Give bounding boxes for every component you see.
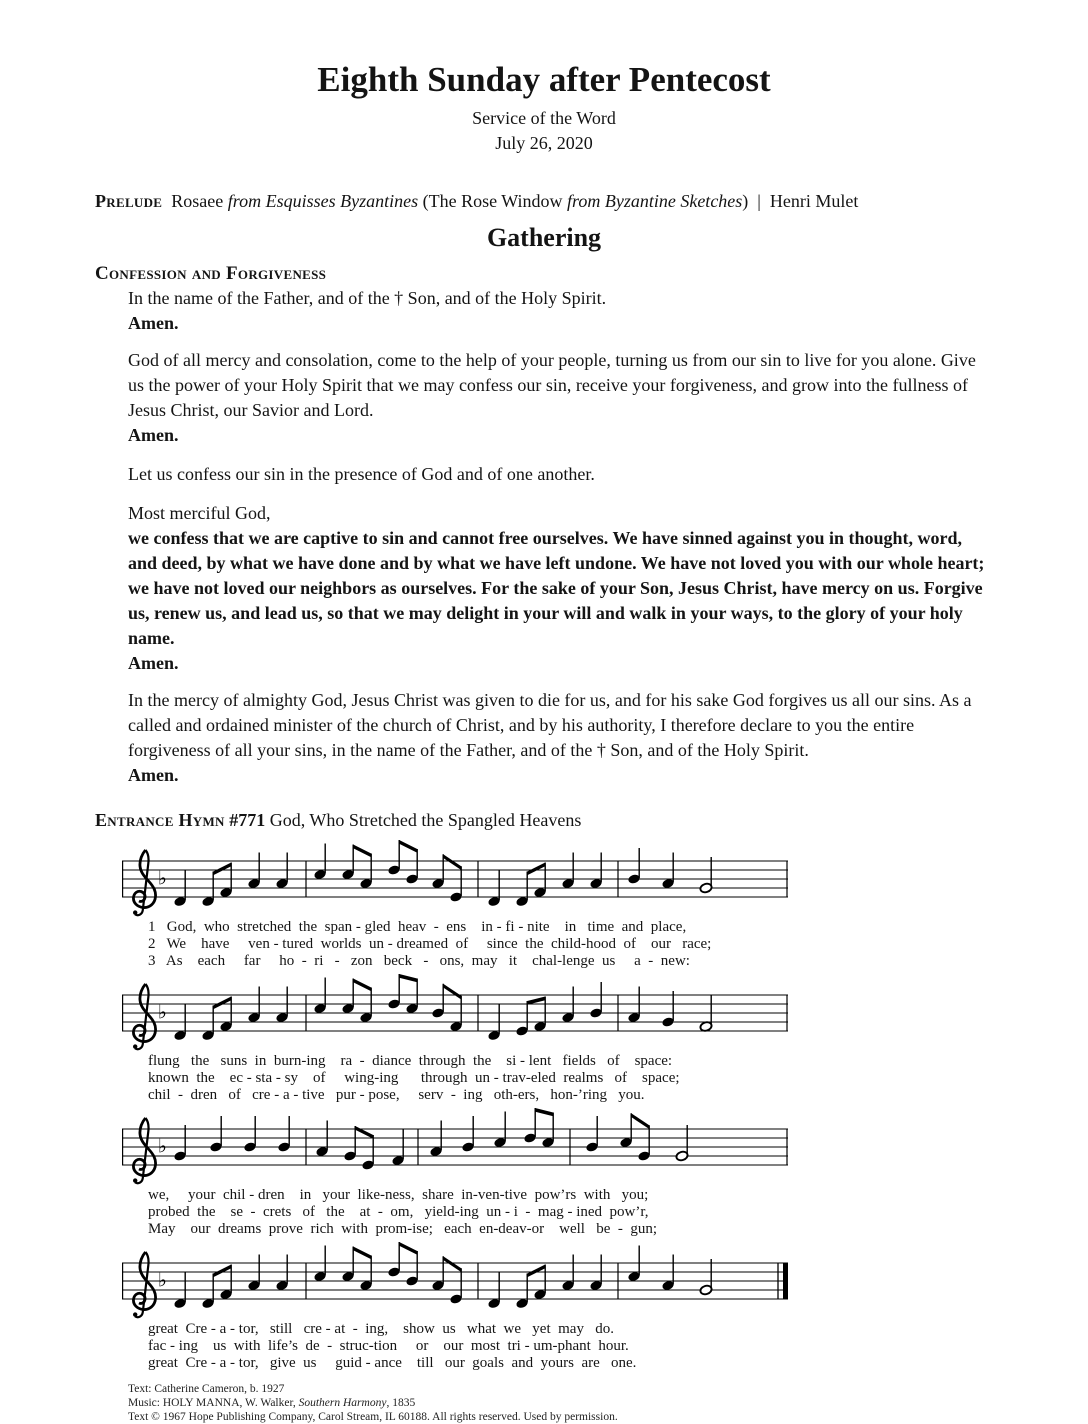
hymn-system-3 (122, 1107, 1088, 1238)
lyric-line: flung the suns in burn-ing ra - diance through the si - lent fields of space: (148, 1053, 673, 1069)
hymn-music (122, 839, 1088, 1372)
music-staff (122, 973, 802, 1053)
gathering-heading: Gathering (486, 223, 602, 252)
confession-prayer: God of all mercy and consolation, come to the help of your people, turning us from our sin to live for you alone. Give us the power of your Holy Spirit that we may confess our sin, receive your forgiveness, and grow into the fullness of Jesus Christ, our Savior and Lord. (128, 350, 976, 420)
amen-response-2: Amen. (128, 425, 179, 445)
amen-response-4: Amen. (128, 765, 179, 785)
amen-response-3: Amen. (128, 653, 179, 673)
treble-clef-icon (133, 1118, 156, 1183)
music-staff (122, 1241, 802, 1321)
service-subtitle: Service of the Word (472, 108, 616, 128)
page-title: Eighth Sunday after Pentecost (317, 60, 771, 99)
hymn-system-4 (122, 1241, 1088, 1372)
lyric-line: known the ec - sta - sy of wing-ing through un - trav-eled realms of space; (148, 1070, 680, 1086)
service-date: July 26, 2020 (495, 133, 593, 153)
flat-sign: ♭ (158, 867, 167, 890)
prelude-composer: ) | Henri Mulet (742, 191, 859, 211)
treble-clef-icon (133, 984, 156, 1049)
hymn-system-2 (122, 973, 1088, 1104)
entrance-hymn-heading: Entrance Hymn (95, 810, 225, 830)
confession-heading: Confession and Forgiveness (95, 263, 327, 284)
hymn-lyrics-3 (122, 1187, 1088, 1238)
credits-music-source (128, 1396, 1088, 1410)
lyric-line: fac - ing us with life’s de - struc-tion or our most tri - um-phant hour. (148, 1338, 629, 1354)
treble-clef-icon (133, 1252, 156, 1317)
lyric-line: 3 As each far ho - ri - zon beck - ons, may it chal-lenge us a - new: (148, 953, 690, 969)
prelude-piece: Rosaee (162, 191, 228, 211)
lyric-line: probed the se - crets of the at - om, yield-ing un - i - mag - ined pow’r, (148, 1204, 649, 1220)
lyric-line: great Cre - a - tor, give us guid - ance till our goals and yours are one. (148, 1355, 637, 1371)
flat-sign: ♭ (158, 1135, 167, 1158)
amen-response-1: Amen. (128, 313, 179, 333)
prelude-source-italic: from Esquisses Byzantines (227, 191, 419, 211)
corporate-confession: we confess that we are captive to sin and cannot free ourselves. We have sinned against you in thought, word, and deed, by what we have done and by what we have left undone. We have not loved you with our whole heart; we have not loved our neighbors as ourselves. For the sake of your Son, Jesus Christ, have mercy on us. Forgive us, renew us, and lead us, so that we may delight in your will and walk in your ways, to the glory of your holy name. (128, 528, 985, 648)
treble-clef-icon (133, 850, 156, 915)
music-staff-host-2 (122, 973, 1088, 1053)
prelude-heading: Prelude (95, 191, 163, 211)
lyric-line: great Cre - a - tor, still cre - at - ing, show us what we yet may do. (148, 1321, 614, 1337)
absolution-paragraph: In the mercy of almighty God, Jesus Christ was given to die for us, and for his sake God forgives us all our sins. As a called and ordained minister of the church of Christ, and by his authority, I therefore declare to you the entire forgiveness of all your sins, in the name of the Father, and of the † Son, and of the Holy Spirit. (128, 690, 972, 760)
prelude-paren-italic: from Byzantine Sketches (567, 191, 743, 211)
confession-invitation: Let us confess our sin in the presence of God and of one another. (128, 464, 595, 484)
confession-invocation: In the name of the Father, and of the † Son, and of the Holy Spirit. (128, 288, 607, 308)
hymn-lyrics-2 (122, 1053, 1088, 1104)
lyric-line: 2 We have ven - tured worlds un - dreamed of since the child-hood of our race; (148, 936, 712, 952)
credits-copyright: Text © 1967 Hope Publishing Company, Carol Stream, IL 60188. All rights reserved. Used by permission. (128, 1411, 618, 1423)
music-staff (122, 1107, 802, 1187)
lyric-line: chil - dren of cre - a - tive pur - pose, serv - ing oth-ers, hon-’ring you. (148, 1087, 645, 1103)
credits-music-italic: Southern Harmony (298, 1397, 387, 1409)
music-staff (122, 839, 802, 919)
flat-sign: ♭ (158, 1269, 167, 1292)
hymn-lyrics-1 (122, 919, 1088, 970)
hymn-credits (128, 1382, 1088, 1424)
credits-music-prefix: Music: HOLY MANNA, W. Walker, (128, 1397, 299, 1409)
hymn-title: God, Who Stretched the Spangled Heavens (265, 810, 582, 830)
lyric-line: May our dreams prove rich with prom-ise; each en-deav-or well be - gun; (148, 1221, 658, 1237)
entrance-hymn-line (95, 808, 995, 833)
lyric-line: we, your chil - dren in your like-ness, share in-ven-tive pow’rs with you; (148, 1187, 649, 1203)
prelude-line (95, 189, 995, 214)
music-staff-host-4 (122, 1241, 1088, 1321)
music-staff-host-3 (122, 1107, 1088, 1187)
prelude-paren-open: (The Rose Window (418, 191, 568, 211)
credits-text-author: Text: Catherine Cameron, b. 1927 (128, 1383, 285, 1395)
hymn-system-1 (122, 839, 1088, 970)
music-staff-host-1 (122, 839, 1088, 919)
credits-music-suffix: , 1835 (386, 1397, 416, 1409)
flat-sign: ♭ (158, 1001, 167, 1024)
hymn-lyrics-4 (122, 1321, 1088, 1372)
hymn-number: #771 (224, 810, 266, 830)
lyric-line: 1 God, who stretched the span - gled heav - ens in - fi - nite in time and place, (148, 919, 687, 935)
confession-address: Most merciful God, (128, 503, 271, 523)
